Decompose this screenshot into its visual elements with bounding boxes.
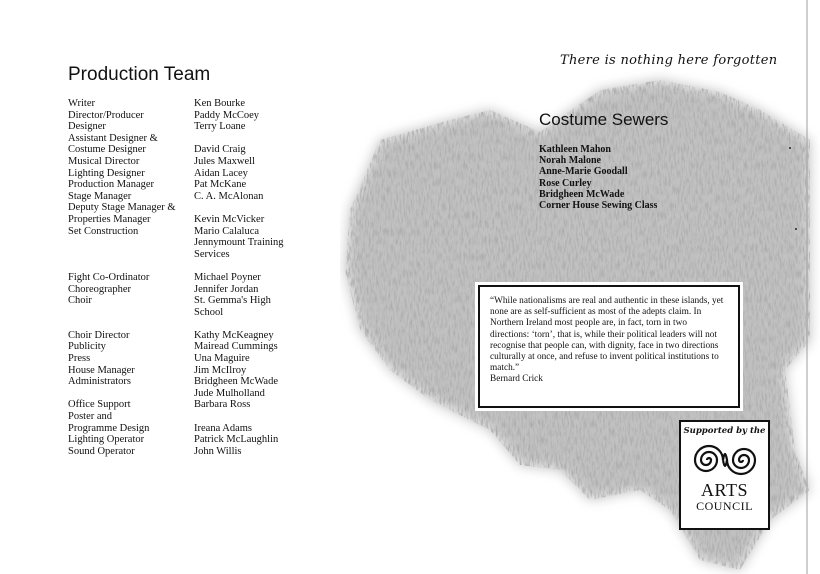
credit-name: David Craig [194, 144, 246, 156]
credit-role [68, 388, 194, 400]
credit-row [68, 423, 314, 435]
credit-row [68, 353, 314, 365]
credit-name: Una Maguire [194, 353, 250, 365]
credit-name: Services [194, 248, 230, 260]
quote-text: “While nationalisms are real and authentic in these islands, yet none are as self-sufficient as most of the adepts claim. In Northern Ireland most people are, in fact, torn in two directions: ‘torn’, that is, while their political leaders will not recognise that people can, with dignity, face in two directions culturally at once, and refuse to invent political institutions to match.” [490, 296, 724, 374]
credit-row [68, 330, 314, 342]
credit-row [68, 295, 314, 307]
council-text: COUNCIL [696, 499, 753, 513]
credit-name: St. Gemma's High [194, 295, 271, 307]
credit-role: Choir Director [68, 329, 130, 341]
credit-row [68, 168, 314, 180]
credit-role [68, 237, 194, 249]
quote-box [478, 285, 740, 408]
credit-role: Designer [68, 121, 106, 133]
costume-sewers-title: Costume Sewers [539, 110, 669, 129]
credit-role: Lighting Operator [68, 434, 145, 446]
credit-name: Kevin McVicker [194, 213, 265, 225]
credit-name: Jules Maxwell [194, 155, 255, 167]
credit-role [68, 249, 194, 261]
credit-role [68, 307, 194, 319]
credit-row [68, 284, 314, 296]
credit-name: Michael Poyner [194, 271, 261, 283]
credit-name: Bridgheen McWade [194, 376, 278, 388]
credit-row [68, 446, 314, 458]
credit-name: Paddy McCoey [194, 109, 260, 121]
sewer-name: Rose Curley [539, 177, 592, 189]
credit-role: Costume Designer [68, 144, 146, 156]
credit-role: Administrators [68, 376, 131, 388]
arts-text: ARTS [701, 480, 748, 500]
costume-sewers-list [539, 144, 657, 211]
credit-row [68, 121, 314, 133]
credit-row [68, 249, 314, 261]
credit-role: Choir [68, 295, 92, 307]
credit-name: Terry Loane [194, 121, 246, 133]
sewer-name: Norah Malone [539, 155, 601, 167]
credit-spacer [68, 318, 314, 330]
credit-row [68, 110, 314, 122]
credit-role: Director/Producer [68, 109, 144, 121]
credit-name [194, 133, 314, 145]
production-team-title: Production Team [68, 64, 211, 85]
credit-role: House Manager [68, 364, 135, 376]
arts-council-logo [679, 420, 770, 530]
credit-row [68, 307, 314, 319]
credit-role: Poster and [68, 411, 113, 423]
sewer-name: Anne-Marie Goodall [539, 166, 628, 178]
credit-name: Mairead Cummings [194, 341, 278, 353]
credit-name: Ken Bourke [194, 98, 246, 109]
sewer-name: Bridgheen McWade [539, 188, 625, 200]
credit-name: Aidan Lacey [194, 167, 248, 179]
credit-role: Assistant Designer & [68, 132, 158, 144]
credit-role: Writer [68, 98, 95, 109]
credit-row [68, 272, 314, 284]
credit-role: Choreographer [68, 283, 131, 295]
sewer-name: Kathleen Mahon [539, 144, 611, 155]
credit-name: John Willis [194, 445, 242, 457]
credit-row [68, 365, 314, 377]
credit-role: Programme Design [68, 422, 150, 434]
credit-row [68, 376, 314, 388]
sewer-name: Corner House Sewing Class [539, 200, 658, 212]
credit-name [194, 202, 314, 214]
credit-role: Properties Manager [68, 213, 151, 225]
credit-role: Deputy Stage Manager & [68, 202, 176, 214]
credit-name: Mario Calaluca [194, 225, 260, 237]
credit-name: Barbara Ross [194, 399, 251, 411]
credit-name: Patrick McLaughlin [194, 434, 279, 446]
credit-row [68, 133, 314, 145]
credit-role: Stage Manager [68, 190, 132, 202]
credit-role: Publicity [68, 341, 106, 353]
credit-name: Ireana Adams [194, 422, 253, 434]
credit-name [194, 411, 314, 423]
tagline: There is nothing here forgotten [560, 53, 778, 68]
credit-name: Kathy McKeagney [194, 329, 274, 341]
credit-role: Sound Operator [68, 445, 135, 457]
credit-row [68, 179, 314, 191]
credit-row [68, 191, 314, 203]
credit-row [68, 226, 314, 238]
credit-row [68, 144, 314, 156]
credits-table [68, 98, 314, 457]
supported-by-text: Supported by the [683, 426, 766, 436]
credit-row [68, 156, 314, 168]
credit-name: Pat McKane [194, 179, 247, 191]
credit-row [68, 411, 314, 423]
quote-author: Bernard Crick [490, 374, 543, 385]
credit-role: Office Support [68, 399, 131, 411]
credit-row [68, 399, 314, 411]
credit-row [68, 98, 314, 110]
speck [789, 147, 791, 149]
triple-spiral-icon [689, 438, 761, 482]
credit-name: C. A. McAlonan [194, 190, 264, 202]
credit-role: Musical Director [68, 155, 140, 167]
credit-row [68, 434, 314, 446]
credit-row [68, 341, 314, 353]
credit-name: School [194, 306, 224, 318]
credit-name: Jennymount Training [194, 237, 284, 249]
credit-role: Production Manager [68, 179, 155, 191]
credit-role: Fight Co-Ordinator [68, 271, 150, 283]
credit-row [68, 388, 314, 400]
credit-name: Jim McIlroy [194, 364, 247, 376]
credit-role: Press [68, 353, 91, 365]
credit-role: Set Construction [68, 225, 139, 237]
speck [795, 228, 797, 230]
credit-name: Jennifer Jordan [194, 283, 259, 295]
credit-row [68, 202, 314, 214]
credit-role: Lighting Designer [68, 167, 145, 179]
credit-spacer [68, 260, 314, 272]
credit-row [68, 214, 314, 226]
credit-name: Jude Mulholland [194, 387, 265, 399]
credit-row [68, 237, 314, 249]
